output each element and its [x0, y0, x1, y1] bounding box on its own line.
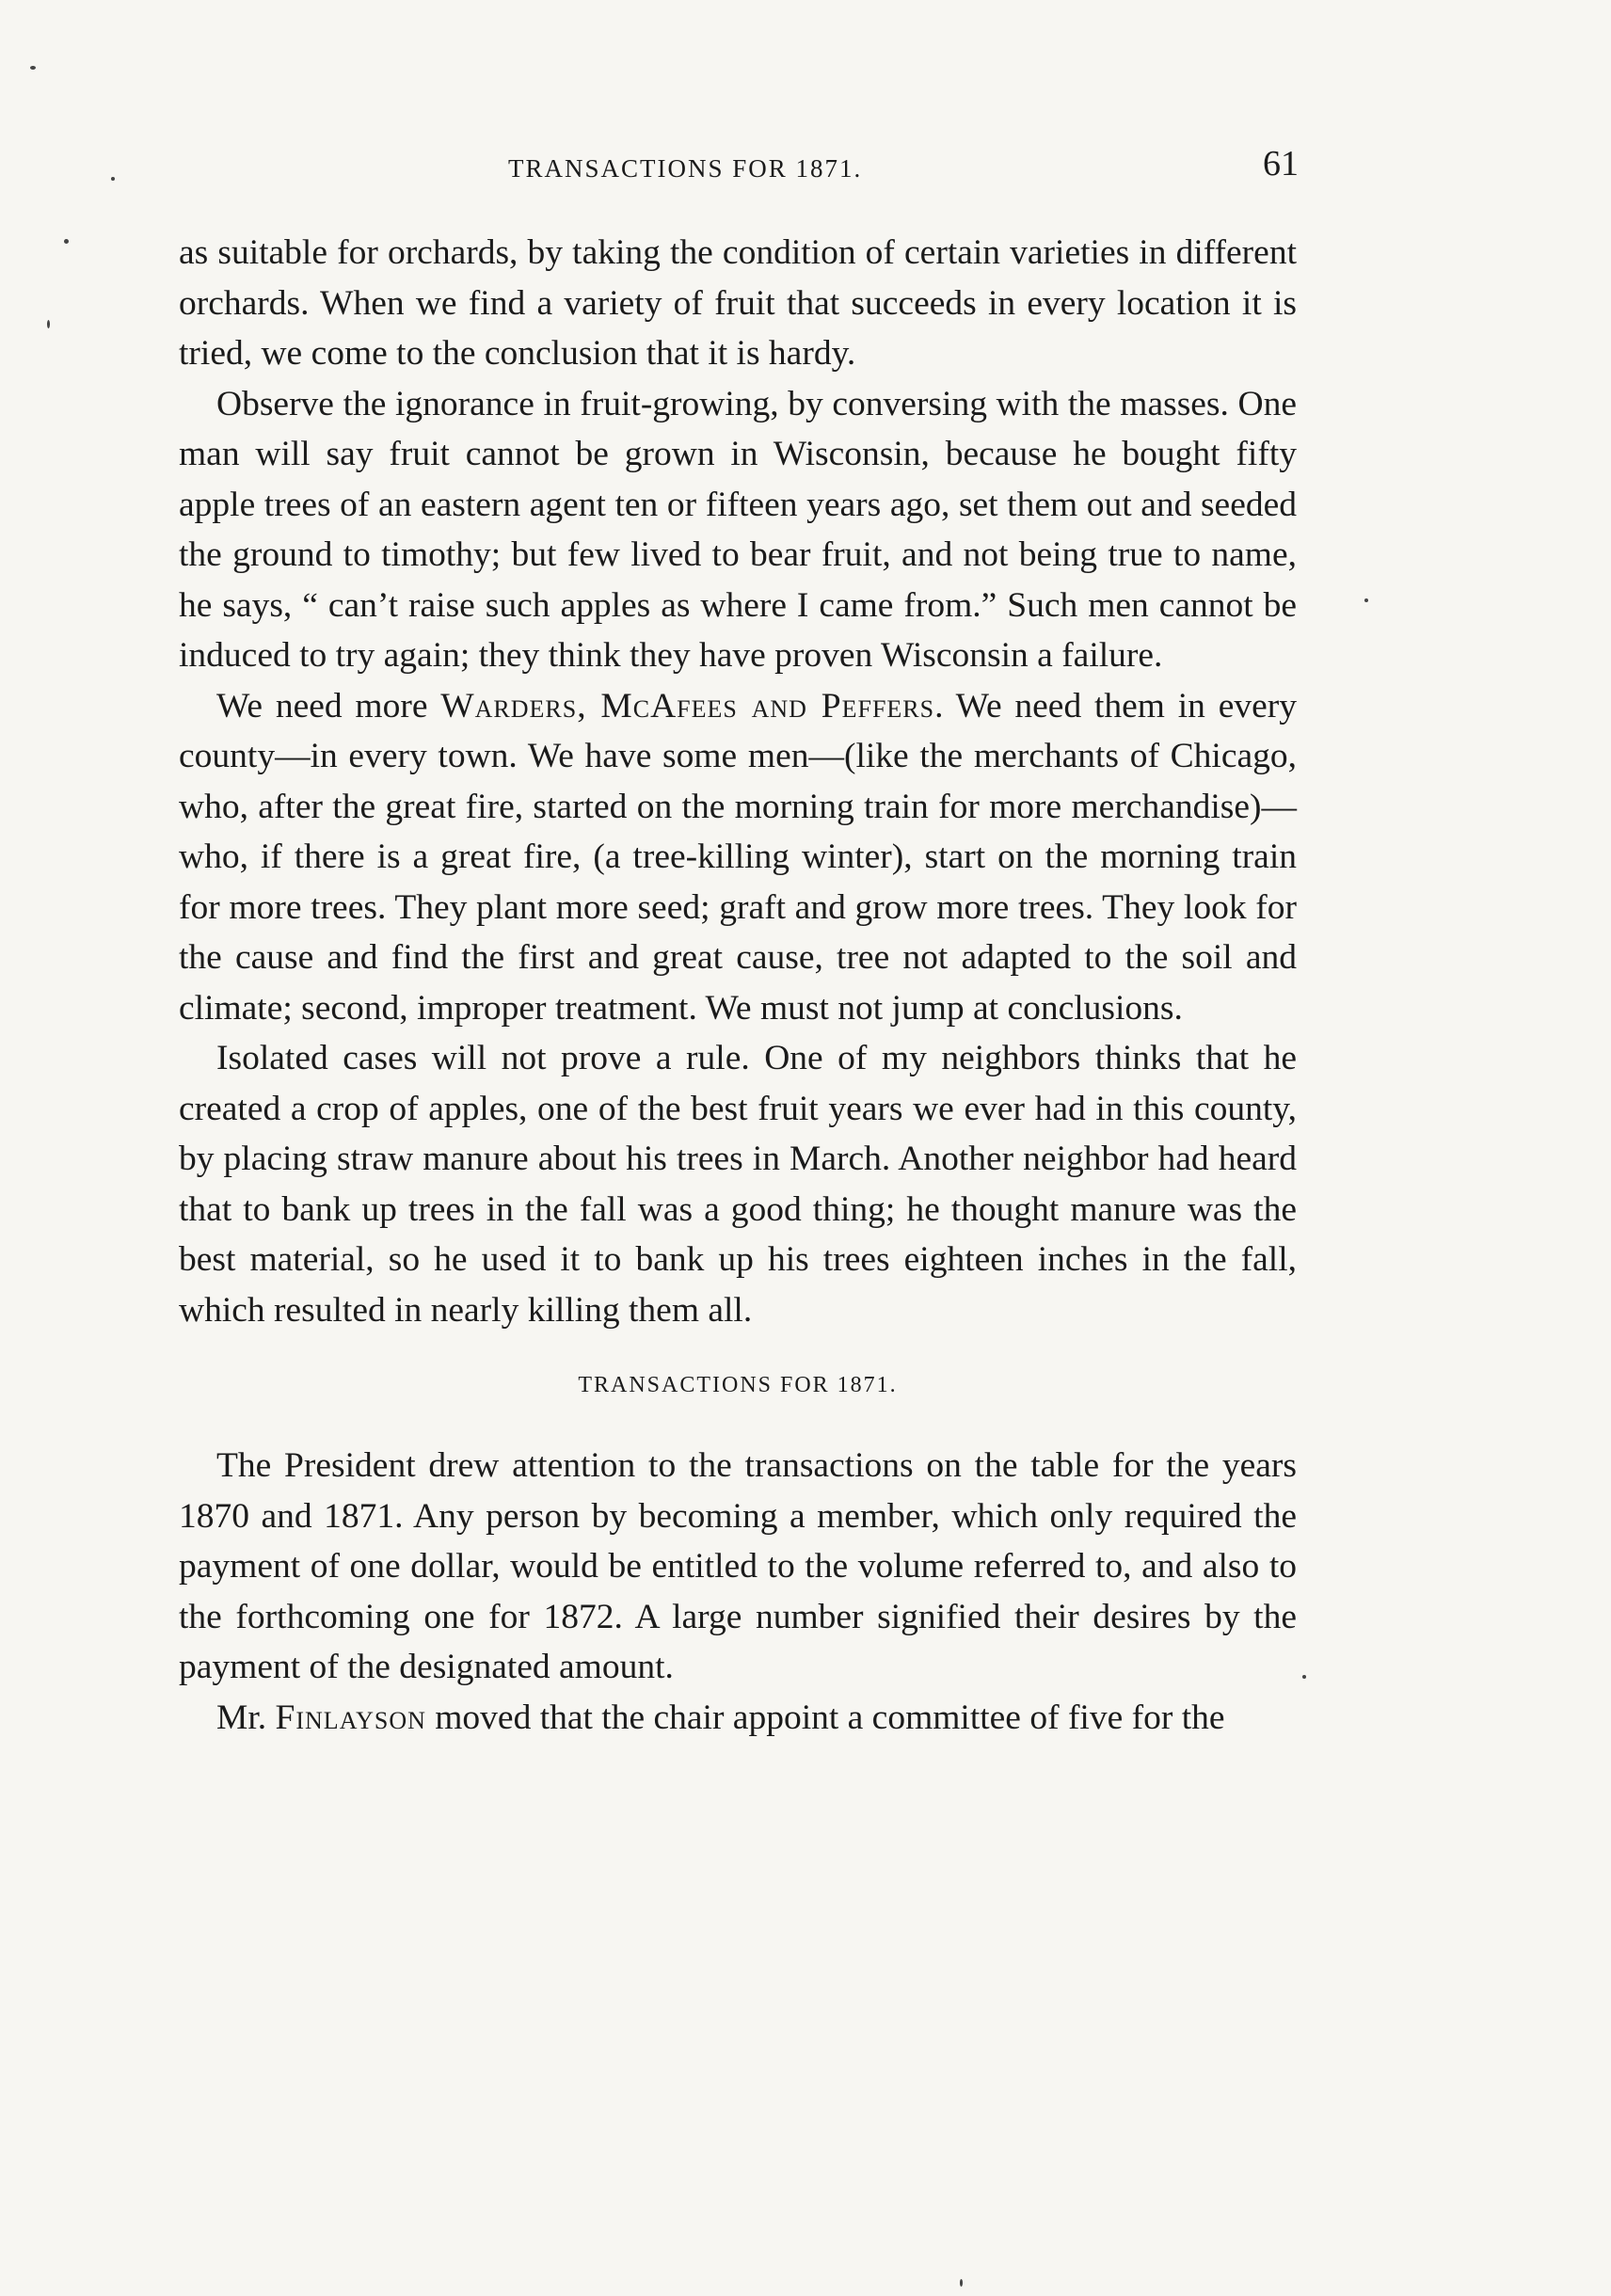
paragraph-6-lead: Mr. [216, 1698, 276, 1737]
paragraph-2: Observe the ignorance in fruit-growing, by conversing with the masses. One man will say fruit cannot be grown in Wisconsin, because he bought fifty apple trees of an eastern agent ten or fifteen years ago, set them out and seeded the ground to timothy; but few lived to bear fruit, and not being true to name, he says, “ can’t raise such apples as where I came from.” Such men cannot be induced to try again; they think they have proven Wisconsin a failure. [179, 384, 1297, 675]
page-number: 61 [1263, 144, 1299, 183]
paragraph-5: The President drew attention to the transactions on the table for the years 1870 and 1871. Any person by becoming a member, which only required the payment of one dollar, would be entitled to the volume referred to, and also to the forthcoming one for 1872. A large number signified their desires by the payment of the designated amount. [179, 1446, 1297, 1686]
paragraph-6 [179, 1693, 1297, 1744]
running-head [188, 143, 1299, 199]
scan-speck [1302, 1675, 1306, 1679]
scan-speck [111, 177, 115, 181]
paragraph-3 [179, 681, 1297, 1034]
section-heading: TRANSACTIONS FOR 1871. [578, 1373, 898, 1397]
paragraph-3-names: Warders, McAfees and Peffers [440, 686, 935, 725]
scan-speck [1364, 598, 1368, 602]
paragraph-6-rest: moved that the chair appoint a committee of five for the [425, 1698, 1225, 1737]
scan-speck [47, 320, 50, 328]
scan-speck [64, 239, 69, 244]
paragraph-3-lead: We need more [216, 686, 441, 725]
paragraph-4: Isolated cases will not prove a rule. One of my neighbors thinks that he created a crop of apples, one of the best fruit years we ever had in this county, by placing straw manure about his trees in March. Another neighbor had heard that to bank up trees in the fall was a good thing; he thought manure was the best material, so he used it to bank up his trees eighteen inches in the fall, which resulted in nearly killing them all. [179, 1039, 1297, 1330]
scan-speck [30, 66, 36, 70]
running-head-title: TRANSACTIONS FOR 1871. [508, 154, 863, 183]
paragraph-3-rest: . We need them in every county—in every town. We have some men—(like the merchants of Chicago, who, after the great fire, started on the morning train for more merchandise)—who, if there is a great fire, (a tree-killing winter), start on the morning train for more trees. They plant more seed; graft and grow more trees. They look for the cause and find the first and great cause, tree not adapted to the soil and climate; second, improper treatment. We must not jump at conclusions. [179, 686, 1297, 1028]
body-text [179, 228, 1297, 1743]
paragraph-1: as suitable for orchards, by taking the condition of certain varieties in different orchards. When we find a variety of fruit that succeeds in every location it is tried, we come to the conclusion that it is hardy. [179, 233, 1297, 373]
scan-speck [960, 2279, 963, 2287]
paragraph-6-name: Finlayson [275, 1698, 426, 1737]
